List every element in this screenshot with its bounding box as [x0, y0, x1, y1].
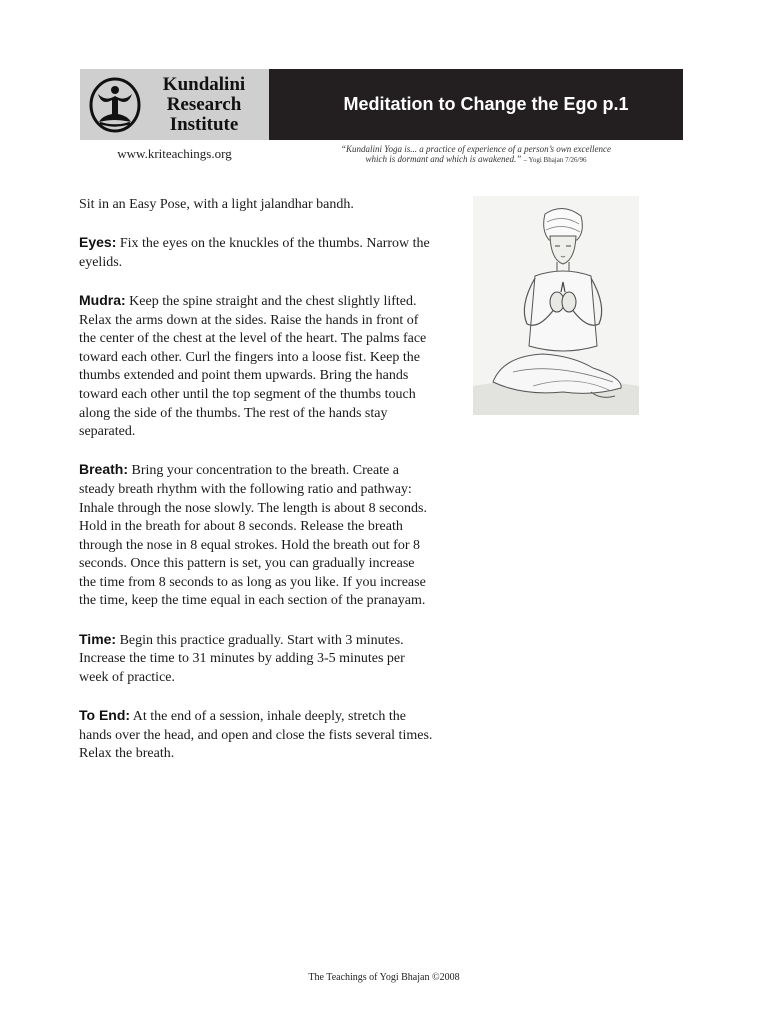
- meditation-illustration: [473, 196, 639, 415]
- section-label: To End:: [79, 707, 131, 724]
- org-name: [150, 75, 258, 135]
- website-link[interactable]: www.kriteachings.org: [117, 146, 232, 161]
- sub-header: [80, 140, 683, 168]
- section-label: Breath:: [79, 461, 129, 478]
- page-header: [80, 69, 683, 140]
- quote-line-2: [269, 154, 683, 165]
- page-footer: The Teachings of Yogi Bhajan ©2008: [308, 972, 460, 983]
- section-text: Fix the eyes on the knuckles of the thumbs. Narrow the eyelids.: [79, 236, 430, 270]
- section-eyes: [79, 233, 434, 272]
- page-title: Meditation to Change the Ego p.1: [343, 94, 629, 114]
- section-mudra: [79, 291, 434, 442]
- section-text: At the end of a session, inhale deeply, stretch the hands over the head, and open and close the fists several times. Relax the breath.: [79, 709, 433, 762]
- kri-emblem-icon: [88, 76, 142, 134]
- title-bar: [269, 69, 683, 140]
- section-breath: [79, 460, 434, 611]
- quote-attribution: – Yogi Bhajan 7/26/96: [523, 156, 587, 164]
- section-label: Mudra:: [79, 291, 126, 308]
- intro-paragraph: Sit in an Easy Pose, with a light jalandhar bandh.: [79, 197, 354, 212]
- seated-meditation-figure-icon: [473, 196, 639, 415]
- quote-line-1: “Kundalini Yoga is... a practice of experience of a person’s own excellence: [341, 144, 611, 154]
- quote-line-2-text: which is dormant and which is awakened.”: [365, 154, 522, 164]
- section-to-end: [79, 706, 434, 764]
- section-text: Bring your concentration to the breath. Create a steady breath rhythm with the following ratio and pathway: Inhale through the nose slowly. The length is about 8 seconds. Hold in the breath for about 8 seconds. Release the breath through the nose in 8 equal strokes. Hold the breath out for 8 seconds. Once this pattern is set, you can gradually increase the time from 8 seconds to as long as you like. If you increase the time, keep the time equal in each section of the pranayam.: [79, 463, 427, 609]
- section-time: [79, 630, 434, 688]
- section-text: Begin this practice gradually. Start with 3 minutes. Increase the time to 31 minutes by adding 3-5 minutes per week of practice.: [79, 632, 405, 685]
- section-label: Time:: [79, 630, 117, 647]
- org-name-line-2: Research: [166, 93, 242, 115]
- org-name-line-3: Institute: [169, 113, 239, 135]
- org-name-line-1: Kundalini: [162, 73, 246, 95]
- section-text: Keep the spine straight and the chest slightly lifted. Relax the arms down at the sides. Raise the hands in front of the center of the chest at the level of the heart. The palms face toward each other. Curl the fingers into a loose fist. Keep the thumbs extended and point them upwards. Bring the hands toward each other until the top segment of the thumbs touch along the side of the thumbs. The rest of the hands stay separated.: [79, 293, 427, 440]
- kri-logo: [80, 69, 269, 140]
- section-label: Eyes:: [79, 234, 117, 251]
- instructions: [79, 196, 434, 782]
- header-quote: [269, 140, 683, 168]
